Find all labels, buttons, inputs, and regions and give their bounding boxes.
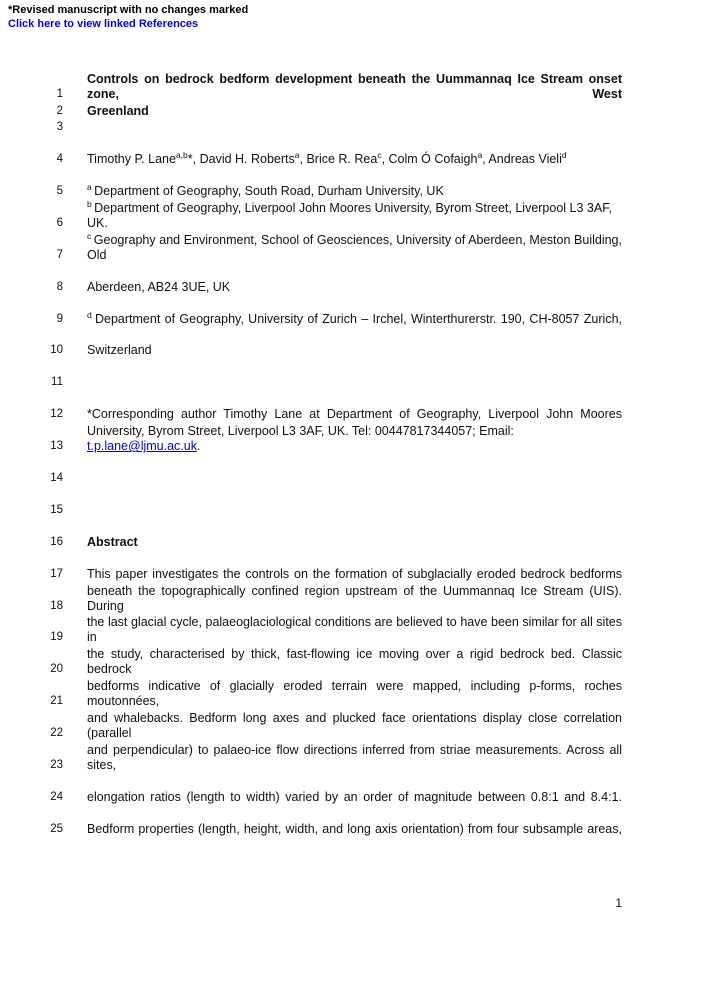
line-number: 4 (56, 153, 63, 166)
text-segment: Greenland (87, 103, 149, 118)
line-number: 24 (50, 790, 63, 803)
line-number: 25 (50, 822, 63, 835)
manuscript-line (0, 486, 707, 518)
line-number: 10 (50, 344, 63, 357)
line-number: 21 (50, 695, 63, 708)
text-segment: Department of Geography, South Road, Durham University, UK (94, 183, 444, 198)
affiliation-superscript: d (561, 149, 567, 160)
text-segment: , Brice R. Rea (299, 152, 378, 167)
text-segment: elongation ratios (length to width) varied by an order of magnitude between 0.8:1 and 8.4:1. (87, 789, 622, 804)
line-text (87, 343, 622, 358)
affiliation-superscript: a,b (175, 149, 188, 160)
line-number: 1 (56, 88, 63, 101)
line-text (87, 822, 622, 837)
manuscript-line (0, 645, 707, 677)
line-text (87, 711, 622, 741)
manuscript-line (0, 454, 707, 486)
manuscript-line (0, 119, 707, 135)
manuscript-line (0, 263, 707, 295)
line-text (87, 280, 622, 295)
text-segment: Timothy P. Lane (87, 152, 176, 167)
line-number: 22 (50, 727, 63, 740)
manuscript-lines (0, 72, 707, 837)
manuscript-line (0, 199, 707, 231)
line-number: 5 (56, 184, 63, 197)
manuscript-line (0, 518, 707, 550)
line-number: 6 (56, 216, 63, 229)
text-segment: *, David H. Roberts (187, 152, 295, 167)
text-segment: and perpendicular) to palaeo-ice flow directions inferred from striae measurements. Across all sites, (87, 742, 622, 772)
affiliation-superscript: d (87, 309, 95, 320)
text-segment: , Colm Ó Cofaigh (381, 152, 478, 167)
line-text (87, 647, 622, 677)
line-text (87, 790, 622, 805)
text-segment: Bedform properties (length, height, width, and long axis orientation) from four subsample areas, (87, 821, 622, 836)
text-segment: beneath the topographically confined region upstream of the Uummannaq Ice Stream (UIS). During (87, 583, 622, 613)
line-text (87, 309, 623, 327)
line-number: 15 (50, 503, 63, 516)
manuscript-line (0, 295, 707, 327)
manuscript-line (0, 422, 707, 454)
text-segment: the last glacial cycle, palaeoglaciological conditions are believed to have been similar for all sites in (87, 615, 622, 645)
line-number: 7 (56, 248, 63, 261)
line-number: 3 (56, 121, 63, 134)
line-text (87, 181, 622, 199)
text-segment: Department of Geography, Liverpool John Moores University, Byrom Street, Liverpool L3 3AF, UK. (87, 200, 612, 230)
affiliation-superscript: c (87, 230, 94, 241)
revision-note: *Revised manuscript with no changes marked (8, 4, 249, 16)
text-segment: Controls on bedrock bedform development beneath the Uummannaq Ice Stream onset zone, West (87, 72, 622, 102)
text-segment: Geography and Environment, School of Geosciences, University of Aberdeen, Meston Building, Old (87, 232, 622, 262)
line-text (87, 679, 622, 709)
line-number: 20 (50, 663, 63, 676)
manuscript-line (0, 805, 707, 837)
affiliation-superscript: c (377, 149, 382, 160)
line-text (87, 567, 622, 582)
affiliation-superscript: a (87, 181, 95, 192)
line-number: 2 (56, 104, 63, 117)
text-segment: . (196, 439, 201, 454)
linked-references-link[interactable]: Click here to view linked References (8, 18, 199, 30)
manuscript-line (0, 390, 707, 422)
text-segment: bedforms indicative of glacially eroded terrain were mapped, including p-forms, roches moutonnées, (87, 679, 622, 709)
line-number: 8 (56, 280, 63, 293)
line-text (87, 198, 622, 231)
manuscript-line (0, 231, 707, 263)
line-number: 11 (51, 376, 63, 389)
manuscript-line (0, 741, 707, 773)
affiliation-superscript: a (477, 149, 483, 160)
line-number: 9 (56, 312, 63, 325)
line-text (87, 535, 622, 550)
manuscript-line (0, 327, 707, 359)
line-text (87, 407, 622, 422)
text-segment: the study, characterised by thick, fast-flowing ice moving over a rigid bedrock bed. Classic bedrock (87, 647, 622, 677)
affiliation-superscript: b (87, 198, 95, 209)
affiliation-superscript: a (294, 149, 300, 160)
text-segment: , Andreas Vieli (482, 152, 562, 167)
email-link[interactable]: t.p.lane@ljmu.ac.uk (87, 439, 197, 454)
line-number: 14 (50, 471, 63, 484)
manuscript-line (0, 709, 707, 741)
line-number: 19 (50, 631, 63, 644)
line-number: 13 (50, 440, 63, 453)
line-number: 12 (50, 408, 63, 421)
manuscript-line (0, 135, 707, 167)
manuscript-line (0, 677, 707, 709)
line-text (87, 230, 622, 263)
text-segment: and whalebacks. Bedform long axes and plucked face orientations display close correlation (parallel (87, 711, 622, 741)
manuscript-line (0, 773, 707, 805)
text-segment: *Corresponding author Timothy Lane at Department of Geography, Liverpool John Moores (87, 407, 622, 422)
line-text (87, 615, 622, 645)
text-segment: University, Byrom Street, Liverpool L3 3AF, UK. Tel: 00447817344057; Email: (87, 424, 514, 439)
line-text (87, 72, 622, 102)
line-text (87, 104, 622, 119)
line-text (87, 149, 622, 167)
manuscript-line (0, 614, 707, 646)
manuscript-line (0, 167, 707, 199)
page-number: 1 (615, 896, 622, 910)
line-number: 23 (50, 758, 63, 771)
line-text (87, 584, 622, 614)
manuscript-line (0, 582, 707, 614)
text-segment: Department of Geography, University of Zurich – Irchel, Winterthurerstr. 190, CH-8057 Zurich, (94, 311, 623, 326)
manuscript-line (0, 550, 707, 582)
manuscript-line (0, 72, 707, 102)
text-segment: This paper investigates the controls on the formation of subglacially eroded bedrock bedforms (87, 566, 622, 581)
text-segment: Abstract (87, 534, 138, 549)
line-number: 17 (50, 567, 63, 580)
line-text (87, 424, 622, 454)
text-segment: Aberdeen, AB24 3UE, UK (87, 279, 231, 294)
manuscript-line (0, 102, 707, 118)
manuscript-line (0, 358, 707, 390)
line-number: 16 (50, 535, 63, 548)
text-segment: Switzerland (87, 343, 152, 358)
line-text (87, 743, 622, 773)
line-number: 18 (50, 599, 63, 612)
